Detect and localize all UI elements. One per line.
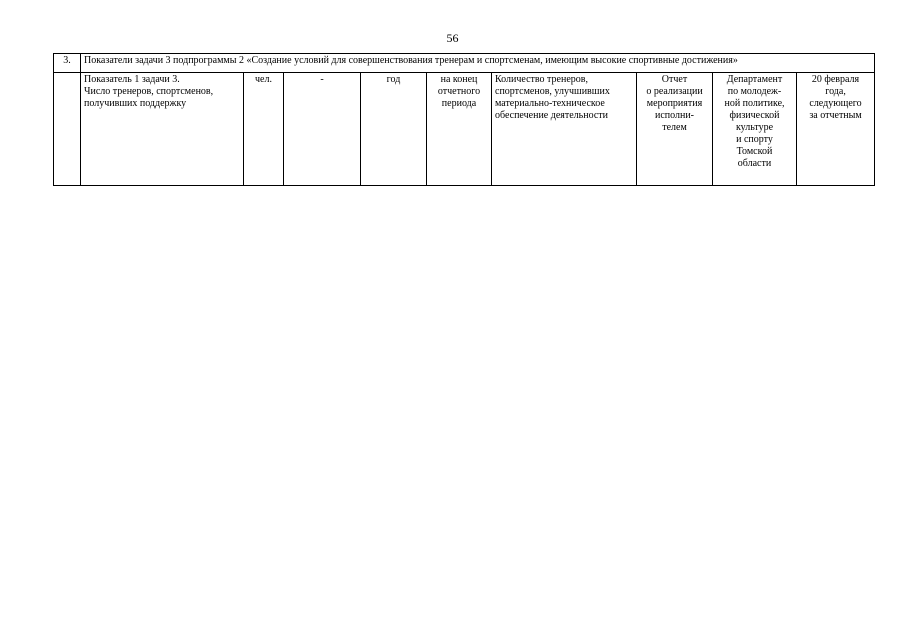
deadline-line: за отчетным <box>809 110 862 121</box>
section-number: 3. <box>54 54 81 73</box>
source-line: Отчет <box>661 74 688 85</box>
timing-cell <box>427 73 492 186</box>
timing-line: на конец <box>440 74 478 85</box>
description-cell <box>492 73 637 186</box>
source-line: о реализации <box>646 86 703 97</box>
description-line: материально-техническое <box>495 98 605 109</box>
responsible-line: культуре <box>735 122 774 133</box>
empty-number-cell <box>54 73 81 186</box>
responsible-line: по молодеж- <box>727 86 782 97</box>
deadline-line: 20 февраля <box>811 74 860 85</box>
table-row <box>54 73 875 186</box>
indicator-line: Число тренеров, спортсменов, <box>84 86 214 97</box>
indicators-table <box>53 53 875 186</box>
responsible-line: Томской <box>736 146 773 157</box>
unit-cell: чел. <box>244 73 284 186</box>
timing-line: отчетного <box>437 86 481 97</box>
source-line: телем <box>662 122 687 133</box>
indicator-line: получивших поддержку <box>84 98 187 109</box>
responsible-line: и спорту <box>736 134 773 145</box>
description-line: Количество тренеров, <box>495 74 589 85</box>
source-line: мероприятия <box>646 98 703 109</box>
timing-line: периода <box>441 98 477 109</box>
deadline-line: следующего <box>809 98 862 109</box>
responsible-line: ной политике, <box>724 98 785 109</box>
indicator-name-cell <box>81 73 244 186</box>
deadline-cell <box>797 73 875 186</box>
source-line: исполни- <box>654 110 695 121</box>
dash-cell: - <box>284 73 361 186</box>
section-header-row <box>54 54 875 73</box>
source-cell <box>637 73 713 186</box>
description-line: обеспечение деятельности <box>495 110 608 121</box>
deadline-line: года, <box>825 86 846 97</box>
section-title: Показатели задачи 3 подпрограммы 2 «Создание условий для совершенствования тренерам и спортсменам, имеющим высокие спортивные достижения» <box>81 54 875 73</box>
page-number: 56 <box>446 31 459 45</box>
frequency-cell: год <box>361 73 427 186</box>
responsible-line: Департамент <box>726 74 783 85</box>
indicator-line: Показатель 1 задачи 3. <box>84 74 180 85</box>
responsible-cell <box>713 73 797 186</box>
description-line: спортсменов, улучшивших <box>495 86 610 97</box>
responsible-line: области <box>737 158 772 169</box>
responsible-line: физической <box>729 110 780 121</box>
